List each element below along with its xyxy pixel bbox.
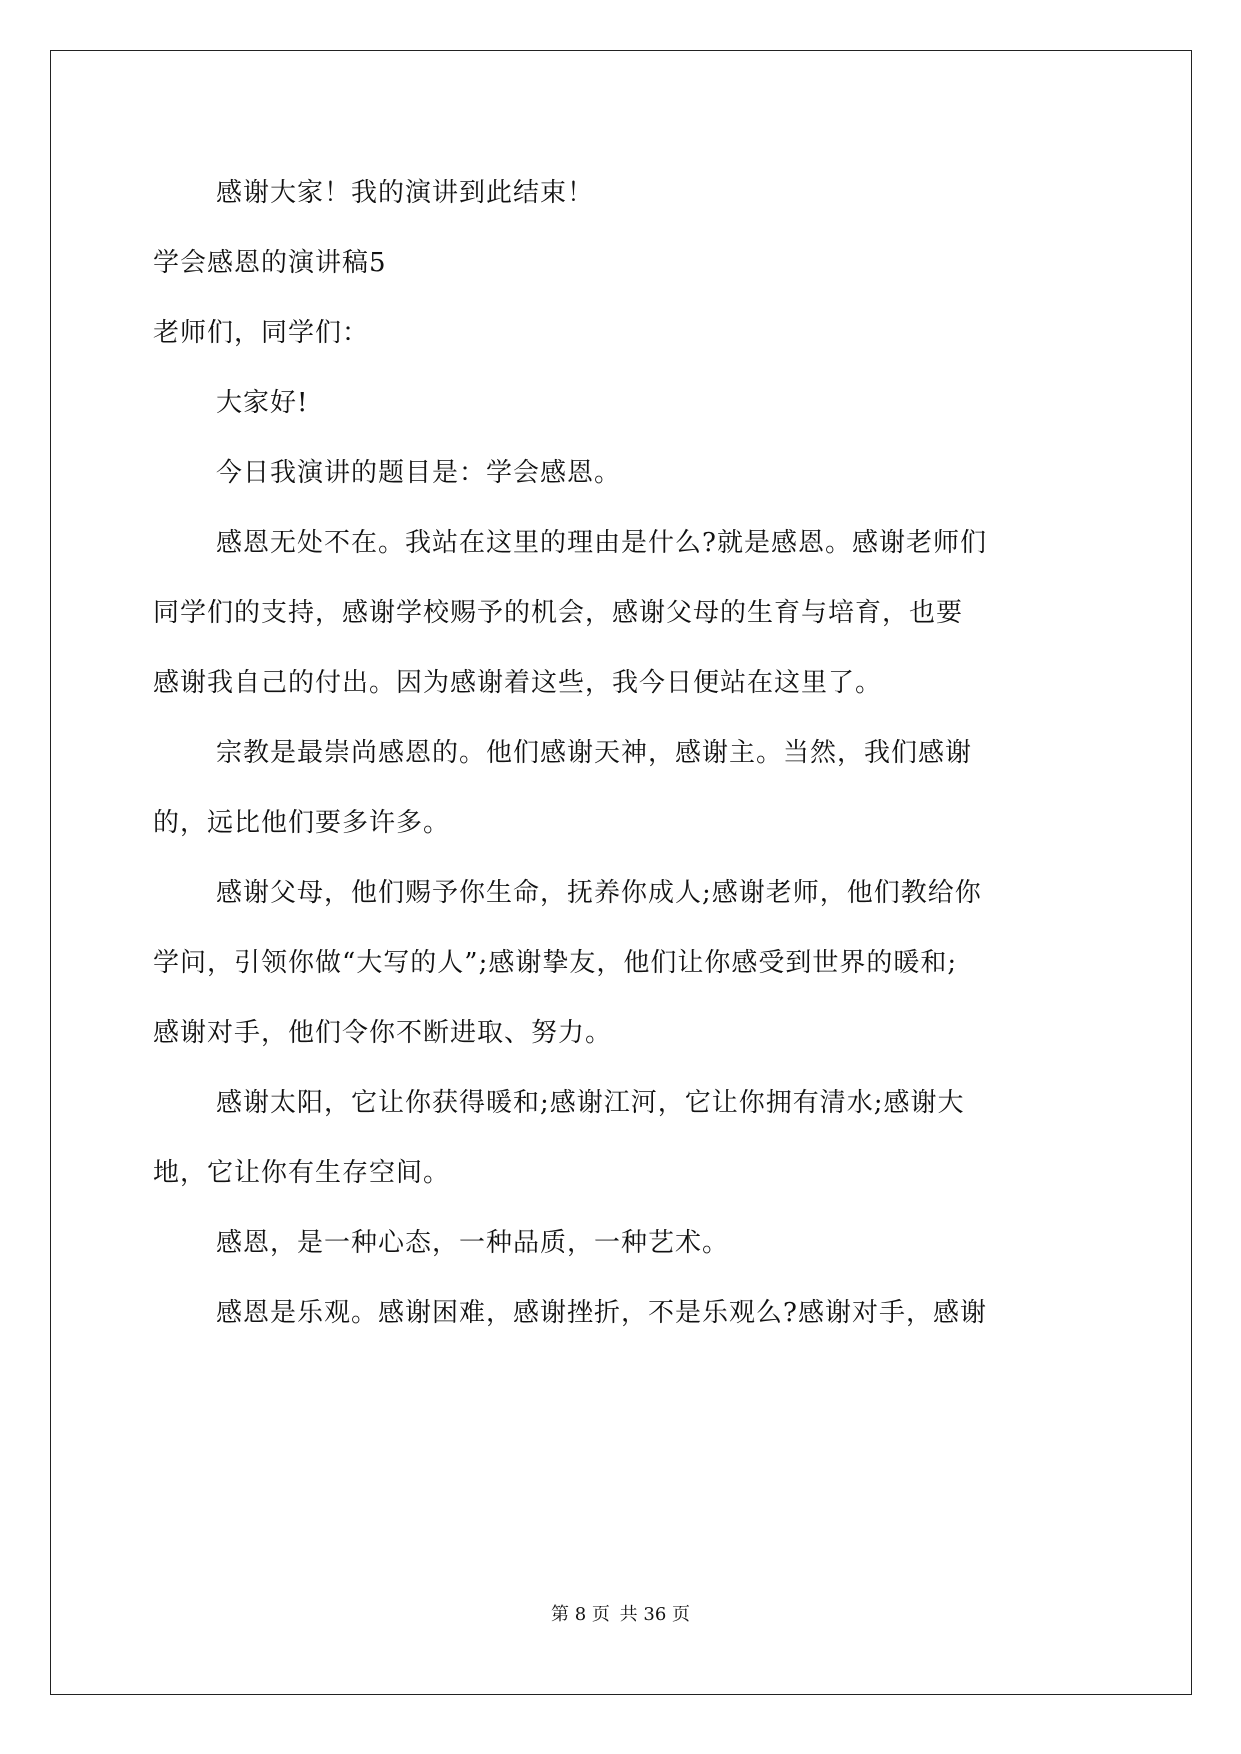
page-total: 共 36 页 (619, 1604, 690, 1625)
page-footer (0, 1603, 1241, 1627)
paragraph-line: 感谢对手，他们令你不断进取、努力。 (153, 1018, 613, 1048)
greeting: 大家好! (216, 388, 309, 418)
paragraph-line: 感恩，是一种心态，一种品质，一种艺术。 (216, 1228, 730, 1258)
section-heading: 学会感恩的演讲稿5 (153, 248, 387, 278)
paragraph-line: 感谢父母，他们赐予你生命，抚养你成人;感谢老师，他们教给你 (216, 878, 982, 908)
paragraph-line: 感恩无处不在。我站在这里的理由是什么?就是感恩。感谢老师们 (216, 528, 987, 558)
page-border (50, 50, 1192, 1695)
salutation: 老师们，同学们： (153, 318, 370, 348)
page-number: 第 8 页 (551, 1604, 610, 1625)
paragraph-line: 同学们的支持，感谢学校赐予的机会，感谢父母的生育与培育，也要 (153, 598, 964, 628)
paragraph-line: 宗教是最崇尚感恩的。他们感谢天神，感谢主。当然，我们感谢 (216, 738, 973, 768)
paragraph-line: 的，远比他们要多许多。 (153, 808, 451, 838)
paragraph-line: 感谢太阳，它让你获得暖和;感谢江河，它让你拥有清水;感谢大 (216, 1088, 965, 1118)
paragraph-line: 感谢我自己的付出。因为感谢着这些，我今日便站在这里了。 (153, 668, 883, 698)
topic-line: 今日我演讲的题目是：学会感恩。 (216, 458, 622, 488)
paragraph-line: 地，它让你有生存空间。 (153, 1158, 451, 1188)
paragraph-line: 感恩是乐观。感谢困难，感谢挫折，不是乐观么?感谢对手，感谢 (216, 1298, 987, 1328)
paragraph-line: 学问，引领你做“大写的人”;感谢挚友，他们让你感受到世界的暖和; (153, 948, 958, 978)
closing-line: 感谢大家！我的演讲到此结束！ (216, 178, 595, 208)
